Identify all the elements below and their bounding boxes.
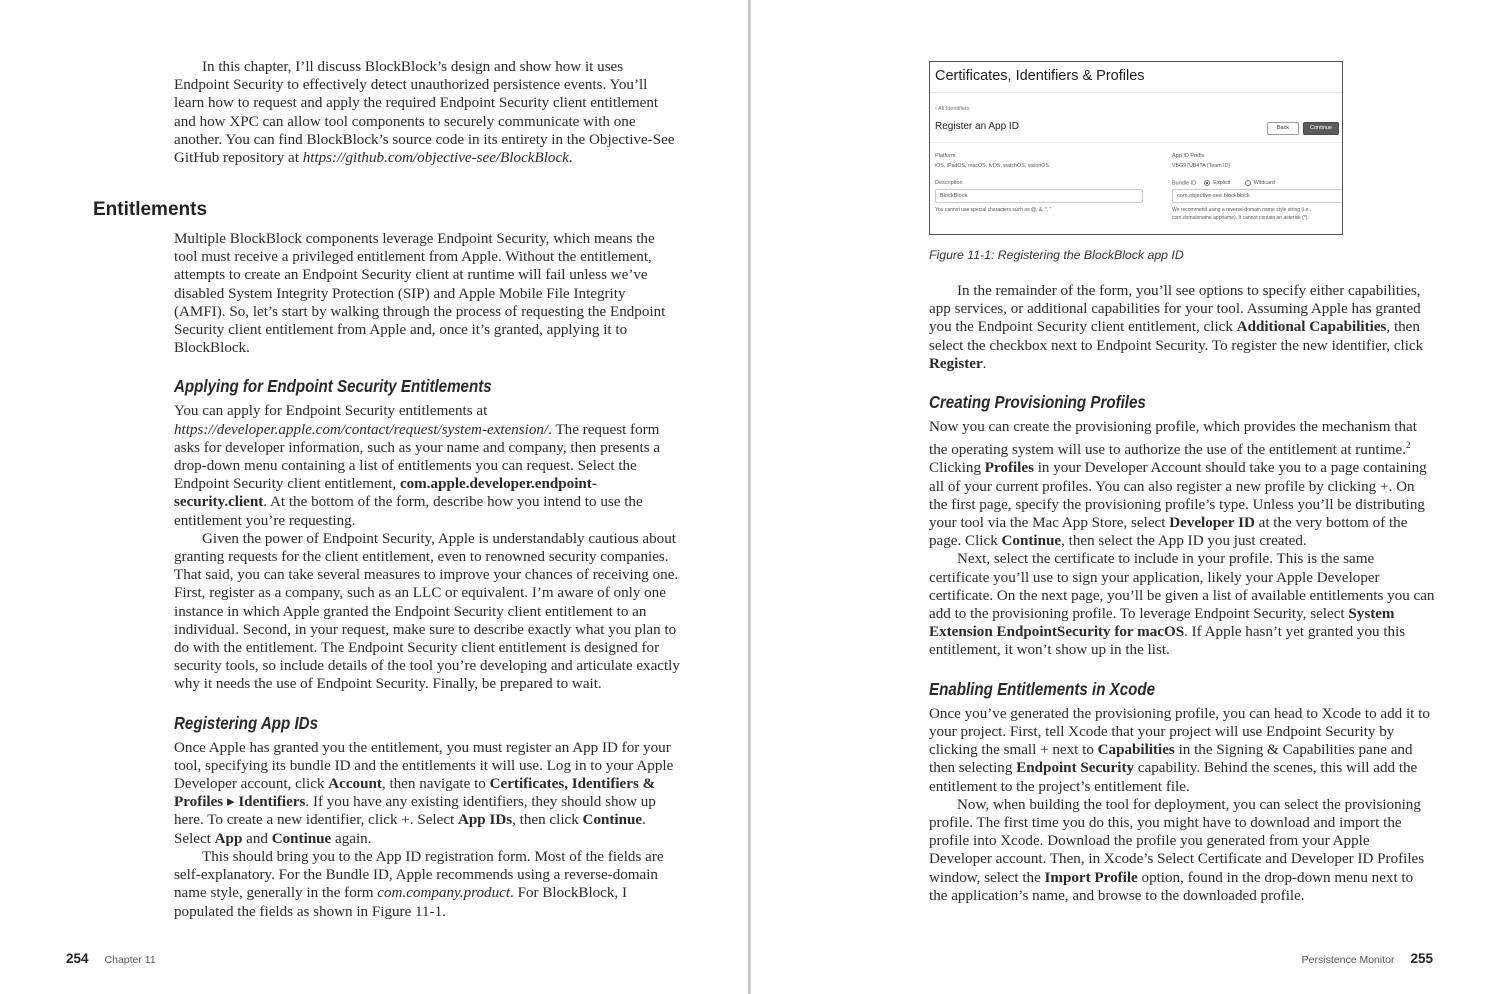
continue-button[interactable]: Continue — [1303, 122, 1339, 135]
reg-continue-2: Continue — [271, 830, 332, 847]
explicit-radio-group[interactable] — [1204, 180, 1230, 186]
left-text-column — [174, 58, 680, 167]
xcode-text-2: in the Signing & Capabilities pane and then selecting — [929, 742, 1413, 777]
provisioning-paragraph — [929, 418, 1435, 550]
applying-paragraph — [174, 402, 680, 529]
prov-text-8: , then select the App ID you just created. — [1061, 533, 1307, 550]
all-identifiers-link[interactable]: ‹ All Identifiers — [935, 106, 970, 112]
prov-text-2: Clicking — [929, 460, 985, 477]
running-head-right: Persistence Monitor — [1301, 954, 1395, 966]
subheading-provisioning: Creating Provisioning Profiles — [929, 392, 1146, 413]
reg-text-0: Once Apple has granted you the entitlement, you must register an App ID for your tool, specifying its bundle ID and the entitlements it will use. Log in to your Apple Developer account, click — [174, 739, 674, 793]
right-page — [751, 0, 1500, 994]
now-import: Import Profile — [1044, 869, 1138, 886]
wildcard-radio-group[interactable] — [1245, 180, 1275, 186]
bring-paragraph — [174, 848, 680, 921]
reg-text-10: . Select — [174, 812, 646, 847]
figure-divider — [930, 92, 1342, 93]
page-number-right: 255 — [1410, 951, 1433, 966]
rem-text-4: . — [982, 355, 987, 372]
explicit-label: Explicit — [1213, 180, 1231, 187]
figure-register-app-id — [929, 61, 1343, 235]
applying-text: You can apply for Endpoint Security entitlements at — [174, 403, 488, 420]
registering-paragraph — [174, 739, 680, 848]
figure-title: Certificates, Identifiers & Profiles — [935, 68, 1145, 84]
explicit-radio[interactable] — [1204, 180, 1210, 186]
remainder-paragraph — [929, 282, 1435, 373]
xcode-paragraph — [929, 705, 1435, 796]
next-sysext: System Extension EndpointSecurity for macOS — [929, 606, 1395, 641]
description-label: Description — [935, 180, 963, 186]
apple-request-url: https://developer.apple.com/contact/request/system-extension/ — [174, 421, 549, 438]
bring-text: This should bring you to the App ID registration form. Most of the fields are self-explanatory. For the Bundle ID, Apple recommends using a reverse-domain name style, generally in the form — [174, 848, 664, 902]
wildcard-radio[interactable] — [1245, 180, 1251, 186]
bring-text-end: . For BlockBlock, I populated the fields as shown in Figure 11-1. — [174, 885, 628, 920]
reg-appids: App IDs — [458, 812, 513, 829]
applying-text-2: . The request form asks for developer information, such as your name and company, then presents a drop-down menu containing a list of entitlements you can request. Select the Endpoint Security client entitlement, — [174, 421, 661, 493]
github-url: https://github.com/objective-see/BlockBlock — [302, 150, 569, 167]
bundle-hint-2: com.domainname.appname). It cannot contain an asterisk (*). — [1172, 215, 1309, 221]
reg-certificates: Certificates, Identifiers & Profiles — [174, 776, 656, 811]
reg-continue: Continue — [582, 812, 643, 829]
entitlement-name: com.apple.developer.endpoint-security.client — [174, 476, 597, 511]
next-text-2: . If Apple hasn’t yet granted you this entitlement, it won’t show up in the list. — [929, 624, 1406, 659]
reg-text-2: , then navigate to — [381, 776, 490, 793]
reg-text-14: again. — [331, 830, 372, 847]
app-id-prefix-value: VBG97UB4TA (Team ID) — [1172, 163, 1231, 169]
description-hint: You cannot use special characters such as @, &, *, " — [935, 207, 1052, 213]
left-footer — [66, 951, 156, 966]
right-text-column — [929, 282, 1435, 905]
entitlements-paragraph: Multiple BlockBlock components leverage Endpoint Security, which means the tool must receive a privileged entitlement from Apple. Without the entitlement, attempts to create an Endpoint Security client at runtime will fail unless we’ve disabled System Integrity Protection (SIP) and Apple Mobile File Integrity (AMFI). So, let’s start by walking through the process of requesting the Endpoint Security client entitlement from Apple and, once it’s granted, applying it to BlockBlock. — [174, 231, 666, 357]
footnote-ref: 2 — [1406, 440, 1411, 451]
wildcard-label: Wildcard — [1253, 180, 1275, 187]
applying-text-3: . At the bottom of the form, describe how you intend to use the entitlement you’re requesting. — [174, 494, 643, 529]
rem-register: Register — [929, 355, 983, 372]
reg-text-8: , then click — [512, 812, 583, 829]
prov-continue: Continue — [1001, 533, 1062, 550]
now-text-2: option, found in the drop-down menu next to the application’s name, and browse to the downloaded profile. — [929, 869, 1414, 904]
xcode-text-4: capability. Behind the scenes, this will add the entitlement to the project’s entitlement file. — [929, 760, 1418, 795]
next-text-0: Next, select the certificate to include in your profile. This is the same certificate you’ll use to sign your application, likely your Apple Developer certificate. On the next page, you’ll be given a list of available entitlements you can add to the provisioning profile. To leverage Endpoint Security, select — [929, 551, 1435, 623]
xcode-text-0: Once you’ve generated the provisioning profile, you can head to Xcode to add it to your project. First, tell Xcode that your project will use Endpoint Security by clicking the small + next to — [929, 705, 1430, 759]
figure-caption: Figure 11-1: Registering the BlockBlock app ID — [929, 248, 1184, 262]
now-text-0: Now, when building the tool for deployment, you can select the provisioning profile. The first time you do this, you might have to download and import the profile into Xcode. Download the profile you generated from your Apple Developer account. Then, in Xcode’s Select Certificate and Developer ID Profiles window, select the — [929, 796, 1425, 886]
prov-text-6: at the very bottom of the page. Click — [929, 515, 1408, 550]
reg-text-12: and — [242, 830, 272, 847]
intro-paragraph — [174, 58, 680, 167]
reg-arrow: ▸ — [223, 794, 239, 811]
running-head-left: Chapter 11 — [104, 954, 156, 966]
figure-divider-2 — [930, 142, 1342, 143]
bring-example: com.company.product — [377, 885, 511, 902]
rem-additional: Additional Capabilities — [1236, 319, 1387, 336]
bundle-hint-1: We recommend using a reverse-domain name style string (i.e., — [1172, 207, 1312, 213]
intro-text-end: . — [568, 150, 573, 167]
bundle-id-input[interactable]: com.objective-see.blockblock — [1172, 189, 1342, 203]
platform-value: iOS, iPadOS, macOS, tvOS, watchOS, visionOS — [935, 163, 1049, 169]
rem-text-0: In the remainder of the form, you’ll see options to specify either capabilities, app services, or additional capabilities for your tool. Assuming Apple has granted you the Endpoint Security client entitlement, click — [929, 283, 1421, 336]
intro-text: In this chapter, I’ll discuss BlockBlock’s design and show how it uses Endpoint Security to effectively detect unauthorized persistence events. You’ll learn how to request and apply the required Endpoint Security client entitlement and how XPC can allow tool components to securely communicate with one another. You can find BlockBlock’s source code in its entirety in the Objective-See GitHub repository at — [174, 59, 675, 167]
bundle-id-label-text: Bundle ID — [1172, 180, 1197, 187]
bundle-id-label — [1172, 180, 1275, 186]
right-footer — [1302, 951, 1433, 966]
xcode-endpoint: Endpoint Security — [1016, 760, 1135, 777]
section-heading-entitlements: Entitlements — [93, 199, 208, 220]
reg-text-6: . If you have any existing identifiers, they should show up here. To create a new identifier, click +. Select — [174, 794, 656, 829]
app-id-prefix-label: App ID Prefix — [1172, 153, 1205, 159]
page-number-left: 254 — [66, 951, 89, 966]
next-paragraph — [929, 550, 1435, 659]
reg-app: App — [214, 830, 243, 847]
prov-developer-id: Developer ID — [1169, 515, 1255, 532]
now-paragraph — [929, 796, 1435, 905]
rem-text-2: , then select the checkbox next to Endpoint Security. To register the new identifier, click — [929, 319, 1424, 354]
left-text-column-2 — [174, 230, 680, 921]
prov-text-0: Now you can create the provisioning profile, which provides the mechanism that the operating system will use to authorize the use of the entitlement at runtime. — [929, 419, 1417, 459]
description-input[interactable]: BlockBlock — [935, 189, 1143, 203]
left-page — [0, 0, 748, 994]
reg-identifiers: Identifiers — [238, 794, 306, 811]
reg-account: Account — [328, 776, 382, 793]
back-button[interactable]: Back — [1267, 122, 1299, 135]
subheading-xcode: Enabling Entitlements in Xcode — [929, 678, 1156, 699]
subheading-registering: Registering App IDs — [174, 712, 318, 733]
register-app-id-heading: Register an App ID — [935, 121, 1019, 132]
given-paragraph: Given the power of Endpoint Security, Apple is understandably cautious about granting requests for the client entitlement, even to renowned security companies. That said, you can take several measures to improve your chances of receiving one. First, register as a company, such as an LLC or equivalent. I’m aware of only one instance in which Apple granted the Endpoint Security client entitlement to an individual. Second, in your request, make sure to describe exactly what you plan to do with the entitlement. The Endpoint Security client entitlement is designed for security tools, so include details of the tool you’re developing and articulate exactly why it needs the use of Endpoint Security. Finally, be prepared to wait. — [174, 530, 680, 693]
platform-label: Platform — [935, 153, 956, 159]
prov-text-4: in your Developer Account should take you to a page containing all of your current profiles. You can also register a new profile by clicking +. On the first page, specify the provisioning profile’s type. Unless you’ll be distributing your tool via the Mac App Store, select — [929, 460, 1427, 532]
xcode-capabilities: Capabilities — [1097, 742, 1175, 759]
subheading-applying: Applying for Endpoint Security Entitlements — [174, 376, 492, 397]
prov-profiles: Profiles — [984, 460, 1034, 477]
